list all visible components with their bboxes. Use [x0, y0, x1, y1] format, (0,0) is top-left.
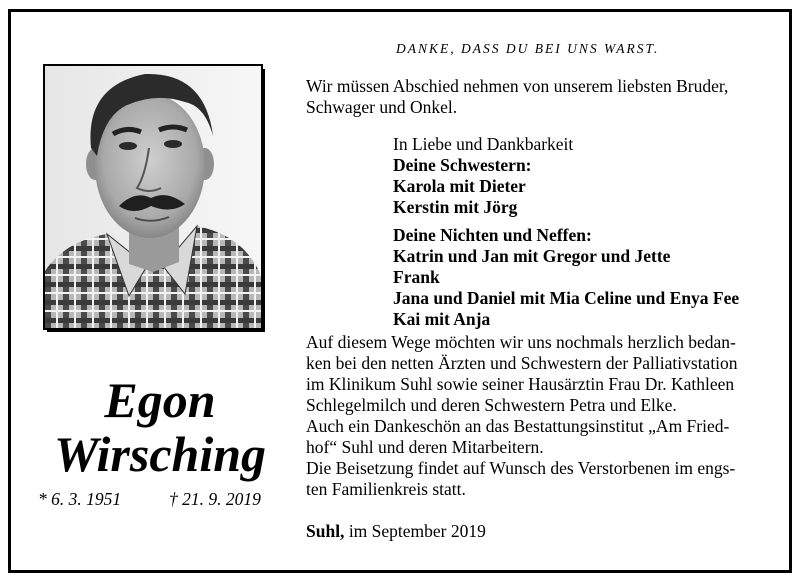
thanks-line: ken bei den netten Ärzten und Schwestern der Palliativstation	[306, 353, 738, 373]
motto: DANKE, DASS DU BEI UNS WARST.	[396, 41, 660, 56]
sisters-group	[393, 155, 773, 218]
burial-paragraph	[306, 458, 758, 500]
funeral-home-line: hof“ Suhl und deren Mitarbeitern.	[306, 437, 544, 457]
group-heading: Deine Schwestern:	[393, 155, 532, 175]
group-member: Jana und Daniel mit Mia Celine und Enya Fee	[393, 288, 740, 308]
birth-date: * 6. 3. 1951	[38, 489, 122, 509]
funeral-home-line: Auch ein Dankeschön an das Bestattungsinstitut „Am Fried-	[306, 416, 730, 436]
closing-line	[306, 521, 486, 542]
thanks-line: Schlegelmilch und deren Schwestern Petra und Elke.	[306, 395, 677, 415]
mourners-list	[393, 134, 773, 330]
nieces-nephews-group	[393, 225, 773, 330]
group-heading: Deine Nichten und Neffen:	[393, 225, 592, 245]
thanks-line: im Klinikum Suhl sowie seiner Hausärztin Frau Dr. Kathleen	[306, 374, 735, 394]
group-member: Frank	[393, 267, 440, 287]
salutation: In Liebe und Dankbarkeit	[393, 134, 574, 154]
closing-place: Suhl,	[306, 521, 345, 541]
group-member: Kai mit Anja	[393, 309, 491, 329]
portrait-photo	[43, 64, 263, 330]
death-date: † 21. 9. 2019	[169, 489, 261, 509]
burial-line: Die Beisetzung findet auf Wunsch des Verstorbenen im engs-	[306, 458, 736, 478]
intro-line: Schwager und Onkel.	[306, 97, 458, 117]
first-name: Egon	[104, 372, 216, 428]
group-member: Kerstin mit Jörg	[393, 197, 518, 217]
group-member: Katrin und Jan mit Gregor und Jette	[393, 246, 671, 266]
closing-date: im September 2019	[344, 521, 486, 541]
burial-line: ten Familienkreis statt.	[306, 479, 466, 499]
thanks-paragraph	[306, 332, 758, 416]
group-member: Karola mit Dieter	[393, 176, 526, 196]
thanks-line: Auf diesem Wege möchten wir uns nochmals herzlich bedan-	[306, 332, 736, 352]
last-name: Wirsching	[53, 426, 267, 482]
funeral-home-paragraph	[306, 416, 758, 458]
intro-text	[306, 76, 761, 118]
intro-line: Wir müssen Abschied nehmen von unserem liebsten Bruder,	[306, 76, 729, 96]
